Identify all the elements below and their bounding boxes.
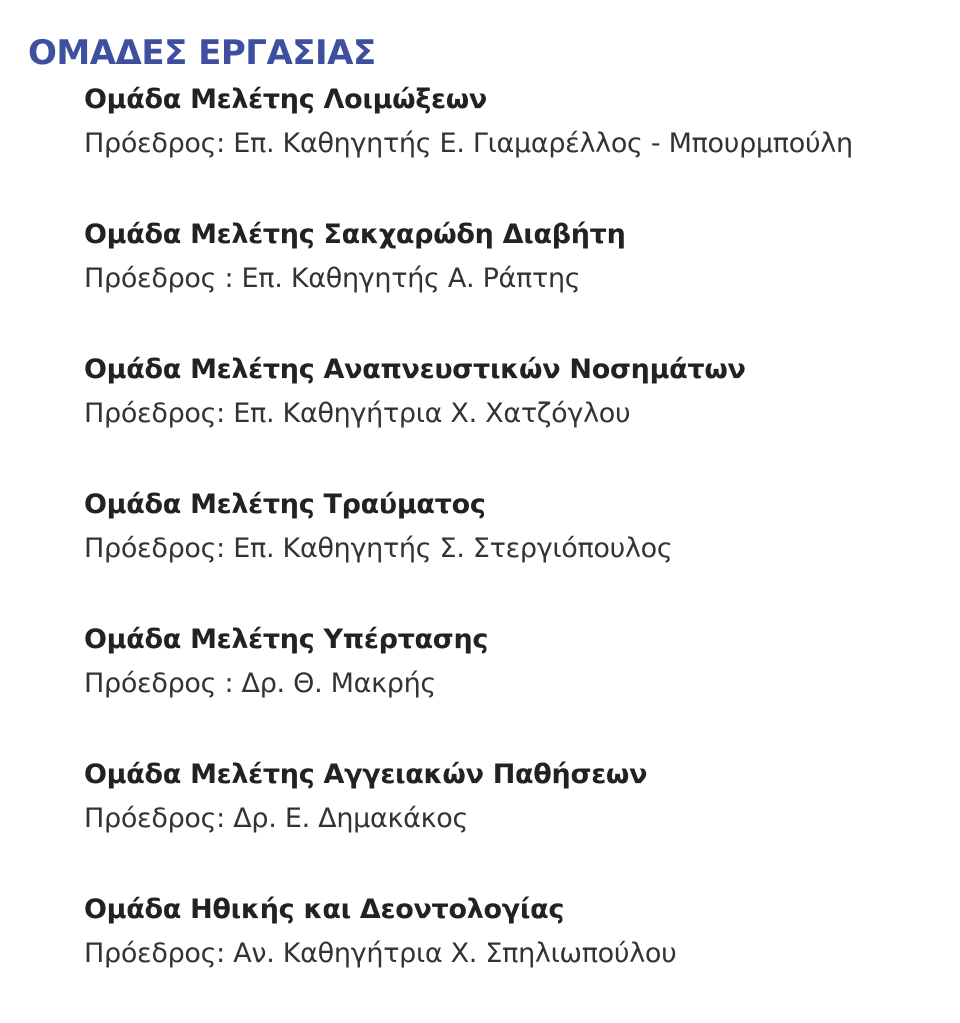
group-name: Ομάδα Μελέτης Τραύματος <box>84 489 486 520</box>
working-groups-list <box>84 78 960 1023</box>
group-vascular <box>84 753 960 888</box>
group-chair: Πρόεδρος: Επ. Καθηγητής Ε. Γιαμαρέλλος - Μπουρμπούλη <box>84 128 853 159</box>
group-chair: Πρόεδρος: Αν. Καθηγήτρια Χ. Σπηλιωπούλου <box>84 938 677 969</box>
group-chair: Πρόεδρος: Επ. Καθηγητής Σ. Στεργιόπουλος <box>84 533 673 564</box>
group-chair: Πρόεδρος : Δρ. Θ. Μακρής <box>84 668 436 699</box>
group-infections <box>84 78 960 213</box>
group-name: Ομάδα Μελέτης Σακχαρώδη Διαβήτη <box>84 219 626 250</box>
group-chair: Πρόεδρος : Επ. Καθηγητής Α. Ράπτης <box>84 263 581 294</box>
group-hypertension <box>84 618 960 753</box>
page-title: ΟΜΑΔΕΣ ΕΡΓΑΣΙΑΣ <box>28 33 376 73</box>
group-trauma <box>84 483 960 618</box>
group-name: Ομάδα Μελέτης Αναπνευστικών Νοσημάτων <box>84 354 746 385</box>
group-ethics <box>84 888 960 1023</box>
group-name: Ομάδα Ηθικής και Δεοντολογίας <box>84 894 565 925</box>
group-diabetes <box>84 213 960 348</box>
group-name: Ομάδα Μελέτης Υπέρτασης <box>84 624 489 655</box>
group-name: Ομάδα Μελέτης Λοιμώξεων <box>84 84 487 115</box>
group-respiratory <box>84 348 960 483</box>
group-chair: Πρόεδρος: Επ. Καθηγήτρια Χ. Χατζόγλου <box>84 398 631 429</box>
group-chair: Πρόεδρος: Δρ. Ε. Δημακάκος <box>84 803 469 834</box>
group-name: Ομάδα Μελέτης Αγγειακών Παθήσεων <box>84 759 648 790</box>
